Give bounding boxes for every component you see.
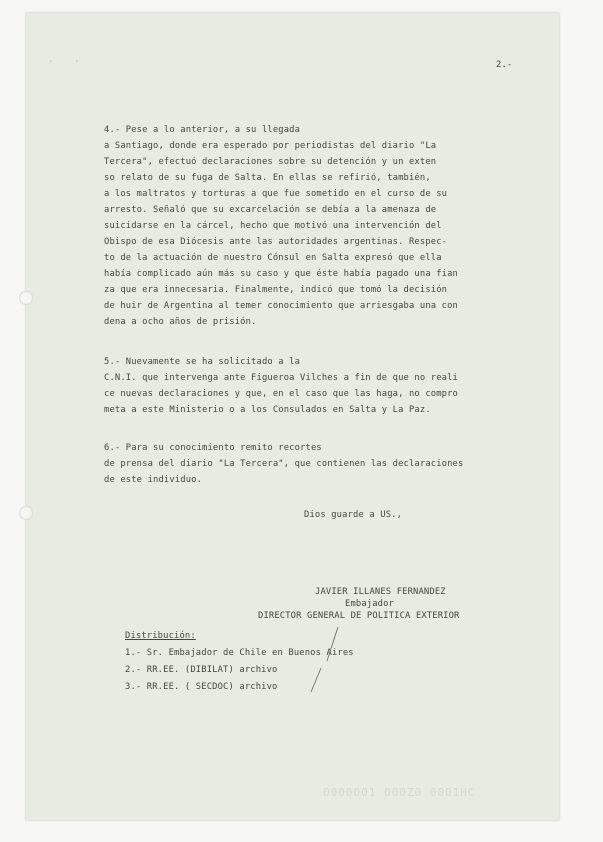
- distribution-item: 3.- RR.EE. ( SECDOC) archivo: [125, 682, 278, 692]
- check-mark-stroke: [327, 627, 338, 661]
- distribution-item: 2.- RR.EE. (DIBILAT) archivo: [125, 665, 278, 675]
- signatory-title: DIRECTOR GENERAL DE POLITICA EXTERIOR: [258, 611, 460, 621]
- signatory-name: JAVIER ILLANES FERNANDEZ: [315, 587, 446, 597]
- paragraph-4-line: Tercera", efectuó declaraciones sobre su detención y un exten: [104, 157, 437, 167]
- paragraph-5-line: ce nuevas declaraciones y que, en el caso que las haga, no compro: [104, 389, 459, 399]
- check-mark-stroke: [311, 668, 321, 692]
- paragraph-5-line: 5.- Nuevamente se ha solicitado a la: [104, 357, 301, 367]
- paper-speck: ·: [48, 57, 54, 67]
- paragraph-6-line: de este individuo.: [104, 475, 203, 485]
- paragraph-4-line: 4.- Pese a lo anterior, a su llegada: [104, 125, 301, 135]
- closing-salutation: Dios guarde a US.,: [304, 510, 403, 520]
- paragraph-4-line: za que era innecesaria. Finalmente, indicó que tomó la decisión: [104, 285, 448, 295]
- paragraph-4-line: a Santiago, donde era esperado por periodistas del diario "La: [104, 141, 437, 151]
- distribution-item: 1.- Sr. Embajador de Chile en Buenos Aires: [125, 648, 354, 658]
- paragraph-6-line: 6.- Para su conocimiento remito recortes: [104, 443, 322, 453]
- distribution-heading: Distribución:: [125, 631, 196, 641]
- paragraph-4-line: so relato de su fuga de Salta. En ellas se refirió, también,: [104, 173, 431, 183]
- signatory-rank: Embajador: [345, 599, 395, 609]
- page-number: 2.-: [496, 60, 513, 70]
- paper-speck: ·: [74, 57, 80, 67]
- paragraph-5-line: C.N.I. que intervenga ante Figueroa Vilches a fin de que no reali: [104, 373, 459, 383]
- paragraph-4-line: Obispo de esa Diócesis ante las autoridades argentinas. Respec-: [104, 237, 448, 247]
- paragraph-4-line: de huir de Argentina al temer conocimiento que arriesgaba una con: [104, 301, 459, 311]
- paragraph-4-line: a los maltratos y torturas a que fue sometido en el curso de su: [104, 189, 448, 199]
- archive-stamp: 0000001 000Z0 0001HC: [323, 786, 476, 799]
- paragraph-4-line: dena a ocho años de prisión.: [104, 317, 257, 327]
- paragraph-4-line: arresto. Señaló que su excarcelación se debía a la amenaza de: [104, 205, 437, 215]
- paragraph-4-line: suicidarse en la cárcel, hecho que motivó una intervención del: [104, 221, 442, 231]
- paragraph-5-line: meta a este Ministerio o a los Consulados en Salta y La Paz.: [104, 405, 431, 415]
- paragraph-4-line: to de la actuación de nuestro Cónsul en Salta expresó que ella: [104, 253, 442, 263]
- paragraph-6-line: de prensa del diario "La Tercera", que contienen las declaraciones: [104, 459, 464, 469]
- paragraph-4-line: había complicado aún más su caso y que éste había pagado una fian: [104, 269, 459, 279]
